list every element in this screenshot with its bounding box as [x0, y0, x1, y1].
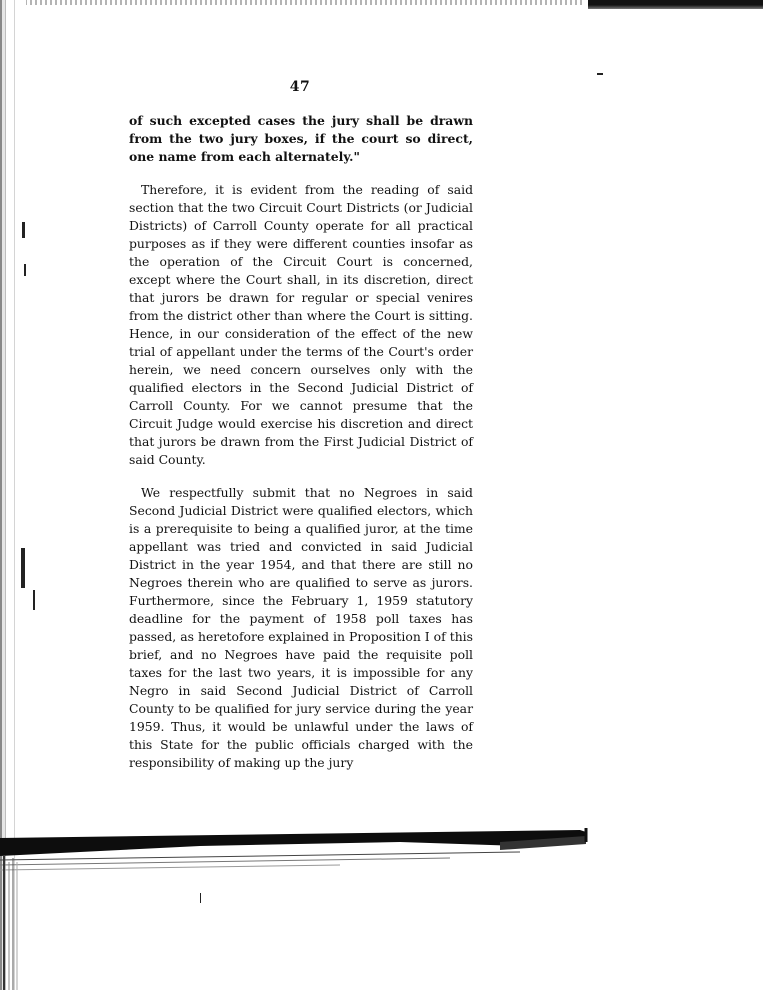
scan-margin-mark	[33, 590, 35, 610]
body-text	[129, 112, 473, 772]
scan-top-edge-dashes	[0, 0, 585, 5]
scan-margin-mark	[21, 548, 25, 588]
paragraph-therefore: Therefore, it is evident from the reading of said section that the two Circuit Court Districts (or Judicial Districts) of Carroll County operate for all practical purposes as if they were different counties insofar as the operation of the Circuit Court is concerned, except where the Court shall, in its discretion, direct that jurors be drawn for regular or special venires from the district other than where the Court is sitting. Hence, in our consideration of the effect of the new trial of appellant under the terms of the Court's order herein, we need concern ourselves only with the qualified electors in the Second Judicial District of Carroll County. For we cannot presume that the Circuit Judge would exercise his discretion and direct that jurors be drawn from the First Judicial District of said County.	[129, 182, 473, 467]
scan-margin-mark	[24, 264, 26, 276]
scan-margin-mark	[597, 73, 603, 75]
page-number: 47	[289, 79, 311, 95]
paragraph-continuation: of such excepted cases the jury shall be drawn from the two jury boxes, if the court so direct, one name from each alternately."	[129, 113, 473, 164]
scan-margin-mark	[22, 222, 25, 238]
scan-bottom-shadow-band	[0, 828, 763, 990]
scan-top-dark-bar	[588, 0, 763, 9]
paragraph-submission: We respectfully submit that no Negroes in said Second Judicial District were qualified electors, which is a prerequisite to being a qualified juror, at the time appellant was tried and convicted in said Judicial District in the year 1954, and that there are still no Negroes therein who are qualified to serve as jurors. Furthermore, since the February 1, 1959 statutory deadline for the payment of 1958 poll taxes has passed, as heretofore explained in Proposition I of this brief, and no Negroes have paid the requisite poll taxes for the last two years, it is impossible for any Negro in said Second Judicial District of Carroll County to be qualified for jury service during the year 1959. Thus, it would be unlawful under the laws of this State for the public officials charged with the responsibility of making up the jury	[129, 485, 473, 770]
